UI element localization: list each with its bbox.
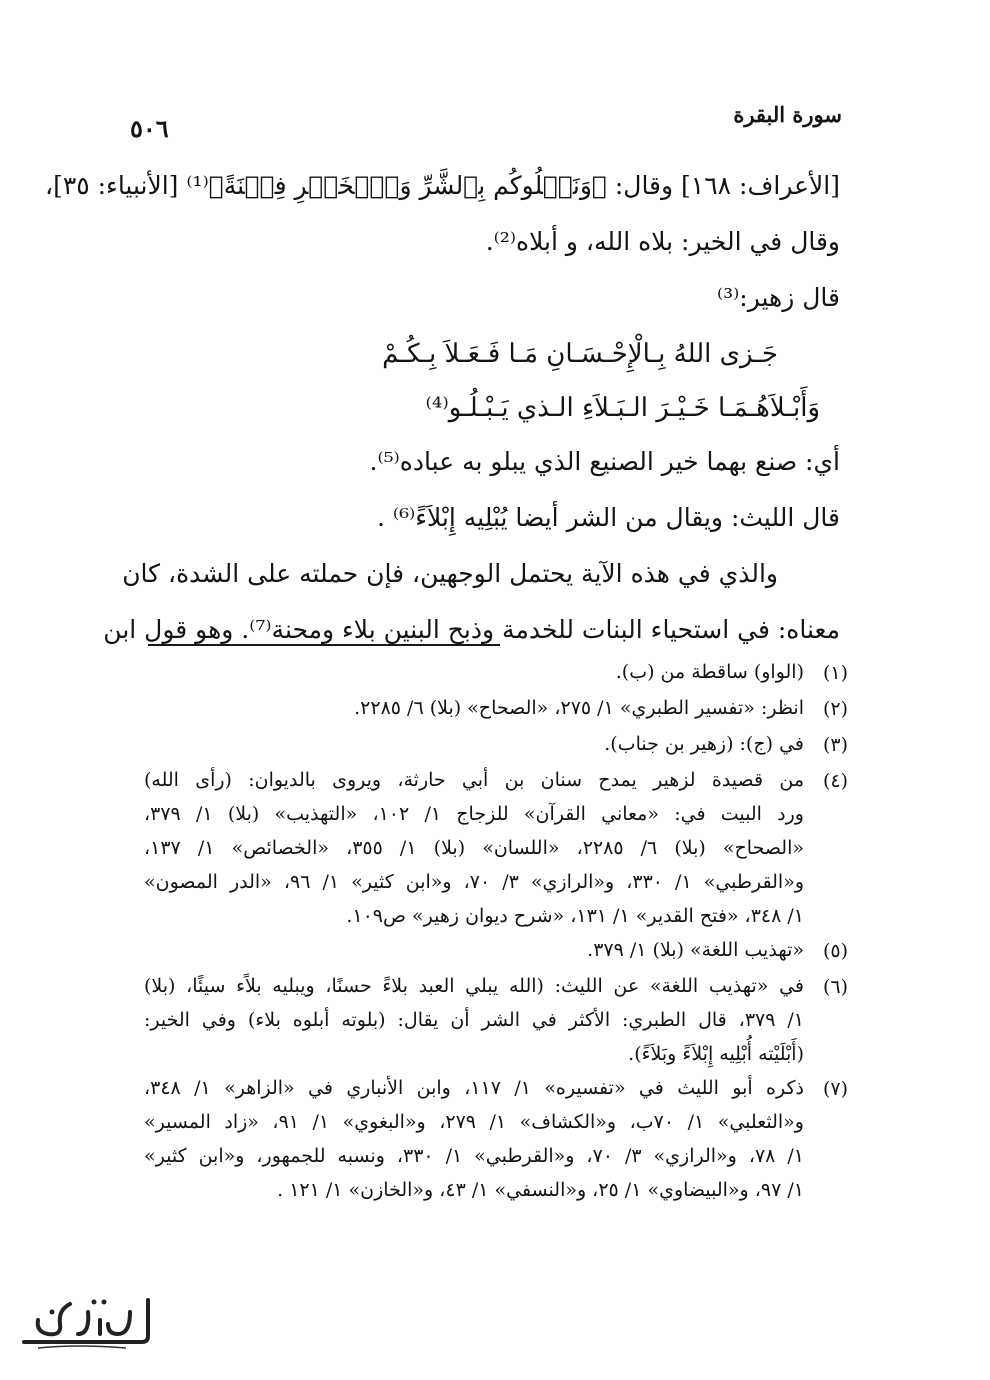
footnote-line: ١/ ٣٤٨، «فتح القدير» ١/ ١٣١، «شرح ديوان زهير» ص١٠٩. xyxy=(346,905,804,927)
footnote-number: (٢) xyxy=(822,698,848,720)
paragraph-1-line-2: وقال في الخير: بلاه الله، و أبلاه⁽²⁾. xyxy=(485,227,840,256)
page-header xyxy=(130,92,842,142)
footnote-3 xyxy=(144,727,848,763)
poem-verse-2: وَأَبْـلاَهُـمَـا خَـيْـرَ الـبَـلاَءِ الـذي يَـبْـلُـو⁽⁴⁾ xyxy=(425,393,820,423)
paragraph-1-line-1: [الأعراف: ١٦٨] وقال: ﴿وَنَبۡلُوكُم بِٱلشَّرِّ وَٱلۡخَيۡرِ فِتۡنَةً﴾⁽¹⁾ [الأنبياء: ٣٥]، xyxy=(45,171,840,200)
footnote-line: ١/ ٣٧٩، قال الطبري: الأكثر في الشر أن يقال: (بلوته أبلوه بلاء) وفي الخير: xyxy=(144,1009,804,1031)
footnote-1 xyxy=(144,655,848,691)
footnote-line: في «تهذيب اللغة» عن الليث: (الله يبلي العبد بلاءً حسنًا، ويبليه بلاًء سيئًا، (بلا) xyxy=(144,975,804,997)
footnotes xyxy=(144,655,848,1207)
footnote-4 xyxy=(144,763,848,933)
surah-title: سورة البقرة xyxy=(733,102,842,127)
paragraph-2: قال زهير:⁽³⁾ xyxy=(716,283,840,312)
main-text xyxy=(45,168,840,668)
footnote-5 xyxy=(144,933,848,969)
paragraph-4: قال الليث: ويقال من الشر أيضا يُبْلِيه إِبْلاَءً⁽⁶⁾ . xyxy=(377,503,840,532)
almostaba-logo-icon xyxy=(8,1290,158,1354)
footnote-line: «الصحاح» (بلا) ٦/ ٢٢٨٥، «اللسان» (بلا) ١/ ٣٥٥، «الخصائص» ١/ ١٣٧، xyxy=(144,837,805,859)
footnote-number: (٧) xyxy=(822,1078,848,1100)
paragraph-5-line-1: والذي في هذه الآية يحتمل الوجهين، فإن حملته على الشدة، كان xyxy=(122,559,778,588)
footnote-number: (٤) xyxy=(822,770,848,792)
footnote-number: (٣) xyxy=(822,734,848,756)
footnote-6 xyxy=(144,969,848,1071)
footnote-line: ورد البيت في: «معاني القرآن» للزجاج ١/ ١٠٢، «التهذيب» (بلا) ١/ ٣٧٩، xyxy=(144,803,804,825)
page-number: ٥٠٦ xyxy=(130,114,169,143)
footnote-line: «تهذيب اللغة» (بلا) ١/ ٣٧٩. xyxy=(587,939,804,961)
footnote-line: (الواو) ساقطة من (ب). xyxy=(615,661,804,683)
footnote-line: من قصيدة لزهير يمدح سنان بن أبي حارثة، ويروى بالديوان: (رأى الله) xyxy=(144,769,804,791)
footnote-number: (٦) xyxy=(822,976,848,998)
footnote-line: و«الثعلبي» ١/ ٧٠ب، و«الكشاف» ١/ ٢٧٩، و«البغوي» ١/ ٩١، «زاد المسير» xyxy=(144,1111,804,1133)
footnote-number: (٥) xyxy=(822,940,848,962)
footnote-line: (أَبْلَيْته أُبْلِيه إِبْلاَءً وبَلاَءً). xyxy=(628,1043,804,1065)
footnote-7 xyxy=(144,1071,848,1207)
footnote-line: ١/ ٧٨، و«الرازي» ٣/ ٧٠، و«القرطبي» ١/ ٣٣٠، ونسبه للجمهور، و«ابن كثير» xyxy=(144,1145,804,1167)
paragraph-3: أي: صنع بهما خير الصنيع الذي يبلو به عباده⁽⁵⁾. xyxy=(369,447,840,476)
footnote-number: (١) xyxy=(822,662,848,684)
poem-verse-1: جَـزى اللهُ بِـالْإِحْـسَـانِ مَـا فَـعَـلاَ بِـكُـمْ xyxy=(382,339,778,369)
footnote-line: ١/ ٩٧، و«البيضاوي» ١/ ٢٥، و«النسفي» ١/ ٤٣، و«الخازن» ١/ ١٢١ . xyxy=(277,1179,804,1201)
footnote-line: و«القرطبي» ١/ ٣٣٠، و«الرازي» ٣/ ٧٠، و«ابن كثير» ١/ ٩٦، «الدر المصون» xyxy=(144,871,805,893)
footnote-line: ذكره أبو الليث في «تفسيره» ١/ ١١٧، وابن الأنباري في «الزاهر» ١/ ٣٤٨، xyxy=(144,1077,804,1099)
footnote-2 xyxy=(144,691,848,727)
paragraph-5-line-2: معناه: في استحياء البنات للخدمة وذبح البنين بلاء ومحنة⁽⁷⁾. وهو قول ابن xyxy=(103,615,840,644)
footnote-line: انظر: «تفسير الطبري» ١/ ٢٧٥، «الصحاح» (بلا) ٦/ ٢٢٨٥. xyxy=(354,697,804,719)
footnote-line: في (ج): (زهير بن جناب). xyxy=(604,733,804,755)
footnote-divider xyxy=(148,644,500,646)
